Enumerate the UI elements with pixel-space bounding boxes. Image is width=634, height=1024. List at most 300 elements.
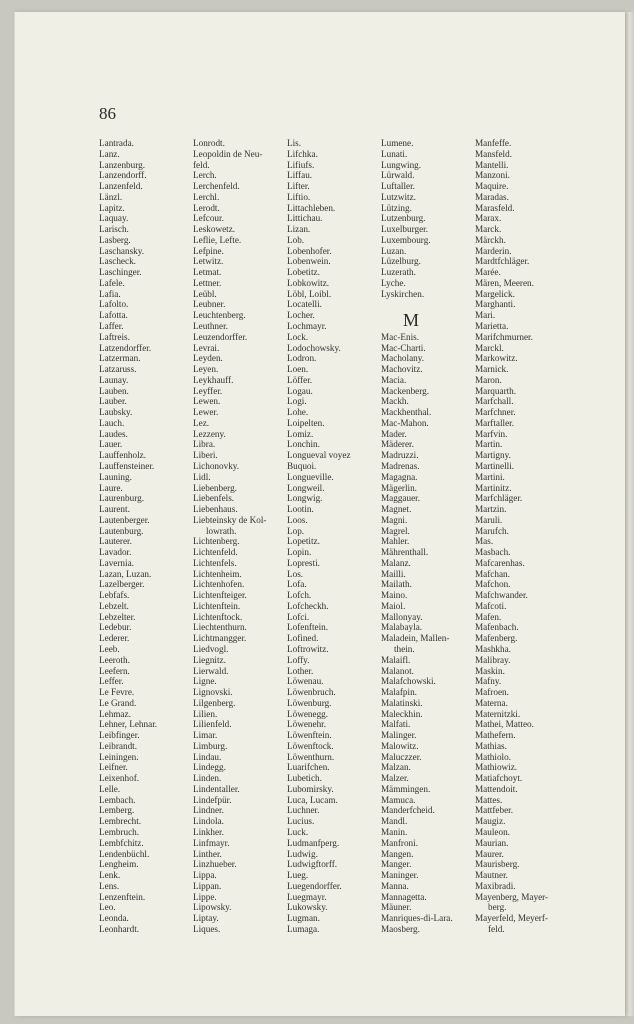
index-entry: Launing. bbox=[99, 471, 132, 482]
index-entry: Leifner. bbox=[99, 762, 128, 773]
index-entry: Malatinski. bbox=[381, 697, 423, 708]
index-entry: Marufch. bbox=[475, 525, 509, 536]
index-entry: Laschinger. bbox=[99, 267, 142, 278]
index-entry: Mafcoti. bbox=[475, 600, 507, 611]
index-entry: Lubetich. bbox=[287, 773, 322, 784]
index-entry: Leübl. bbox=[193, 288, 217, 299]
index-entry: Le Grand. bbox=[99, 697, 137, 708]
index-entry: Liegnitz. bbox=[193, 654, 226, 665]
index-entry: Mathias. bbox=[475, 740, 507, 751]
index-entry: Lofch. bbox=[287, 590, 312, 601]
index-entry: Longweil. bbox=[287, 482, 325, 493]
index-entry: Mantelli. bbox=[475, 159, 509, 170]
index-entry: Maternitzki. bbox=[475, 708, 521, 719]
index-entry: Manfeffe. bbox=[475, 138, 512, 148]
index-entry: Limar. bbox=[193, 730, 218, 741]
index-entry: Mauleon. bbox=[475, 827, 510, 837]
index-entry: Lez. bbox=[193, 417, 210, 428]
index-entry: Loipelten. bbox=[287, 417, 325, 428]
index-entry: Magnet. bbox=[381, 504, 412, 515]
index-entry: Luzan. bbox=[381, 245, 407, 256]
index-entry: Lubomirsky. bbox=[287, 783, 334, 794]
index-entry: Logau. bbox=[287, 385, 313, 396]
index-entry: Linfmayr. bbox=[193, 837, 230, 848]
index-entry: Marfchner. bbox=[475, 407, 516, 418]
index-entry: Lichtenftock. bbox=[193, 611, 243, 622]
index-entry: Ligne. bbox=[193, 676, 217, 687]
index-entry: Lettner. bbox=[193, 277, 222, 288]
index-entry: Machovitz. bbox=[381, 364, 423, 375]
index-entry: Löwenbruch. bbox=[287, 687, 336, 698]
index-entry: Lichtenheim. bbox=[193, 568, 242, 579]
index-entry: Liedvogl. bbox=[193, 643, 229, 654]
index-entry: Manna. bbox=[381, 880, 409, 891]
index-entry: Lascheck. bbox=[99, 256, 136, 267]
index-entry: Luca, Lucam. bbox=[287, 794, 338, 805]
index-entry: Marifchmurner. bbox=[475, 331, 533, 342]
index-entry: Maninger. bbox=[381, 870, 419, 881]
index-entry: Laurent. bbox=[99, 504, 130, 515]
index-entry: Mackh. bbox=[381, 396, 409, 407]
index-entry: Malaifl. bbox=[381, 654, 411, 665]
index-entry: Lobenhofer. bbox=[287, 245, 332, 256]
index-entry: Manfroni. bbox=[381, 837, 418, 848]
index-entry: Luck. bbox=[287, 827, 309, 837]
index-entry: Loftrowitz. bbox=[287, 643, 329, 654]
index-entry: Löwenthurn. bbox=[287, 751, 335, 762]
index-entry: Lukowsky. bbox=[287, 902, 328, 913]
index-entry: Longueville. bbox=[287, 471, 334, 482]
index-entry: Lehner, Lehnar. bbox=[99, 719, 158, 730]
index-entry: Manger. bbox=[381, 859, 412, 870]
index-entry: Lefcour. bbox=[193, 213, 224, 224]
index-entry: Maugiz. bbox=[475, 816, 506, 827]
index-entry: Leuzendorffer. bbox=[193, 331, 248, 342]
index-entry: Lidl. bbox=[193, 471, 211, 482]
index-entry: Mafchwander. bbox=[475, 590, 528, 601]
index-entry: Leibrandt. bbox=[99, 740, 138, 751]
index-entry: Lumene. bbox=[381, 138, 414, 148]
index-entry: Löwenegg. bbox=[287, 708, 329, 719]
index-entry: Margelick. bbox=[475, 288, 515, 299]
index-entry: Mathei, Matteo. bbox=[475, 719, 534, 730]
index-entry: Linther. bbox=[193, 848, 222, 859]
index-entry: Martin. bbox=[475, 439, 503, 450]
index-entry: Mafroen. bbox=[475, 687, 509, 698]
index-entry: Levrai. bbox=[193, 342, 220, 353]
index-entry: Martinitz. bbox=[475, 482, 512, 493]
index-entry: Lippan. bbox=[193, 880, 222, 891]
index-entry: Mathiolo. bbox=[475, 751, 511, 762]
index-entry: Mannagetta. bbox=[381, 891, 427, 902]
index-entry: Leyen. bbox=[193, 364, 219, 375]
index-entry: Mäderer. bbox=[381, 439, 414, 450]
index-entry: Mailli. bbox=[381, 568, 406, 579]
index-entry: Manin. bbox=[381, 827, 408, 838]
index-entry: Lazan, Luzan. bbox=[99, 568, 152, 579]
index-entry: Maurisberg. bbox=[475, 859, 520, 870]
index-entry: Lichtenfeld. bbox=[193, 547, 238, 558]
index-entry: Lobkowitz. bbox=[287, 277, 330, 288]
index-entry: Malinger. bbox=[381, 730, 417, 741]
index-entry: Mac-Enis. bbox=[381, 331, 420, 342]
index-entry: Lichtenfteiger. bbox=[193, 590, 247, 601]
index-entry: Macia. bbox=[381, 374, 407, 385]
index-entry: Lautenburg. bbox=[99, 525, 144, 536]
index-entry: berg. bbox=[488, 902, 507, 913]
index-entry: Leyffer. bbox=[193, 385, 223, 396]
index-entry: Littichau. bbox=[287, 213, 323, 224]
index-entry: Lobetitz. bbox=[287, 267, 320, 278]
index-entry: Luxelburger. bbox=[381, 224, 429, 235]
index-entry: Lonrodt. bbox=[193, 138, 225, 148]
index-entry: Lüzelburg. bbox=[381, 256, 421, 267]
index-entry: Latzerman. bbox=[99, 353, 141, 364]
column-5 bbox=[475, 138, 563, 935]
column-3 bbox=[287, 138, 375, 935]
index-entry: Leonda. bbox=[99, 913, 129, 924]
index-entry: Lemberg. bbox=[99, 805, 135, 816]
index-entry: thein. bbox=[394, 644, 415, 654]
index-entry: Manriques-di-Lara. bbox=[381, 913, 453, 924]
index-entry: Lefpine. bbox=[193, 245, 224, 256]
index-entry: Lunati. bbox=[381, 148, 408, 159]
index-entry: Marckl. bbox=[475, 342, 504, 353]
index-entry: Länzl. bbox=[99, 191, 123, 202]
index-entry: Lindner. bbox=[193, 805, 224, 816]
index-entry: Lelle. bbox=[99, 783, 121, 794]
index-entry: Ludwig. bbox=[287, 848, 318, 859]
index-entry: Lauterer. bbox=[99, 536, 132, 547]
index-entry: Mafchan. bbox=[475, 568, 510, 579]
index-entry: Mari. bbox=[475, 310, 496, 321]
index-entry: Liques. bbox=[193, 923, 221, 934]
index-entry: Malanot. bbox=[381, 665, 414, 676]
index-entry: Marfchall. bbox=[475, 396, 514, 407]
index-entry: Mattes. bbox=[475, 794, 503, 805]
index-entry: Madrenas. bbox=[381, 460, 420, 471]
index-entry: Lautenberger. bbox=[99, 514, 150, 525]
index-entry: Lindegg. bbox=[193, 762, 226, 773]
index-entry: Löwenftock. bbox=[287, 740, 334, 751]
index-entry: Maxibradi. bbox=[475, 880, 516, 891]
index-entry: Mackhenthal. bbox=[381, 407, 432, 418]
index-entry: Latzaruss. bbox=[99, 364, 137, 375]
index-entry: Marfvin. bbox=[475, 428, 508, 439]
index-entry: Leiningen. bbox=[99, 751, 139, 762]
index-entry: Mafenbach. bbox=[475, 622, 519, 633]
index-entry: Lignovski. bbox=[193, 687, 233, 698]
index-entry: Masbach. bbox=[475, 547, 511, 558]
index-entry: Lafotta. bbox=[99, 310, 128, 321]
index-entry: Mangen. bbox=[381, 848, 414, 859]
index-entry: Leonhardt. bbox=[99, 923, 140, 934]
index-entry: Leffer. bbox=[99, 676, 124, 687]
index-entry: Lebfafs. bbox=[99, 590, 130, 601]
index-entry: Mac-Mahon. bbox=[381, 417, 429, 428]
index-entry: Lafele. bbox=[99, 277, 125, 288]
index-entry: Mathiowiz. bbox=[475, 762, 518, 773]
index-entry: Mautner. bbox=[475, 870, 508, 881]
index-entry: Lugman. bbox=[287, 913, 320, 924]
index-entry: Lutzwitz. bbox=[381, 191, 416, 202]
index-entry: Luarifchen. bbox=[287, 762, 330, 773]
index-entry: Liffau. bbox=[287, 170, 313, 181]
index-entry: Leeroth. bbox=[99, 654, 130, 665]
index-entry: Malibray. bbox=[475, 654, 511, 665]
index-entry: Lodochowsky. bbox=[287, 342, 341, 353]
index-entry: Lewen. bbox=[193, 396, 221, 407]
index-entry: Leo. bbox=[99, 902, 116, 913]
index-entry: Luegendorffer. bbox=[287, 880, 342, 891]
index-entry: Magni. bbox=[381, 514, 408, 525]
index-entry: Littachleben. bbox=[287, 202, 336, 213]
index-entry: Lauber. bbox=[99, 396, 127, 407]
index-entry: Lebzelter. bbox=[99, 611, 136, 622]
index-entry: Lifiufs. bbox=[287, 159, 315, 170]
index-entry: Laure. bbox=[99, 482, 123, 493]
index-entry: Loos. bbox=[287, 514, 308, 525]
index-entry: Malanz. bbox=[381, 557, 411, 568]
index-entry: Liebteinsky de Kol- bbox=[193, 514, 267, 525]
index-entry: Lauffenholz. bbox=[99, 450, 147, 461]
index-entry: Luzerath. bbox=[381, 267, 416, 278]
index-entry: Mac-Charti. bbox=[381, 342, 426, 353]
index-entry: Leixenhof. bbox=[99, 773, 140, 784]
name-index-columns bbox=[99, 138, 569, 935]
index-entry: Liptay. bbox=[193, 913, 219, 924]
index-entry: Lerchl. bbox=[193, 191, 220, 202]
index-entry: Lofcheckh. bbox=[287, 600, 329, 611]
index-entry: Lifter. bbox=[287, 181, 310, 192]
index-entry: Lobenwein. bbox=[287, 256, 331, 267]
index-entry: Lyche. bbox=[381, 277, 406, 288]
index-entry: Leibfinger. bbox=[99, 730, 140, 741]
index-entry: Lenk. bbox=[99, 870, 121, 881]
index-entry: Longueval voyez bbox=[287, 450, 351, 461]
index-entry: Maiol. bbox=[381, 600, 406, 611]
index-entry: Lerch. bbox=[193, 170, 217, 181]
index-entry: Longwig. bbox=[287, 493, 323, 504]
index-entry: Lutzenburg. bbox=[381, 213, 426, 224]
index-entry: Mathefern. bbox=[475, 730, 516, 741]
index-entry: Mallonyay. bbox=[381, 611, 423, 622]
index-entry: Martzin. bbox=[475, 504, 507, 515]
index-entry: Marghanti. bbox=[475, 299, 516, 310]
index-entry: Mafen. bbox=[475, 611, 502, 622]
index-entry: Lewer. bbox=[193, 407, 219, 418]
index-entry: Maskin. bbox=[475, 665, 505, 676]
index-entry: Laudes. bbox=[99, 428, 128, 439]
index-entry: Mas. bbox=[475, 536, 494, 547]
index-entry: Maladein, Mallen- bbox=[381, 633, 450, 644]
index-entry: Marnick. bbox=[475, 364, 509, 375]
index-entry: Lueg. bbox=[287, 870, 309, 881]
index-entry: Leopoldin de Neu- bbox=[193, 148, 263, 159]
index-entry: Mafny. bbox=[475, 676, 502, 687]
column-1 bbox=[99, 138, 187, 935]
index-entry: Liftio. bbox=[287, 191, 311, 202]
index-entry: Lauben. bbox=[99, 385, 129, 396]
index-entry: Mashkha. bbox=[475, 643, 511, 654]
index-entry: Lofined. bbox=[287, 633, 319, 644]
index-entry: Lofenftein. bbox=[287, 622, 329, 633]
index-entry: Löbl, Loibl. bbox=[287, 288, 332, 299]
index-entry: Mardtfchläger. bbox=[475, 256, 530, 267]
index-entry: Lopresti. bbox=[287, 557, 320, 568]
index-entry: Lanz. bbox=[99, 148, 120, 159]
index-entry: Buquoi. bbox=[287, 460, 317, 471]
index-entry: Mader. bbox=[381, 428, 407, 439]
index-entry: Lis. bbox=[287, 138, 302, 148]
index-entry bbox=[381, 299, 469, 310]
index-entry: Maggauer. bbox=[381, 493, 421, 504]
index-entry: Lanzendorff. bbox=[99, 170, 147, 181]
index-entry: Larisch. bbox=[99, 224, 129, 235]
index-entry: Lembach. bbox=[99, 794, 136, 805]
index-entry: Ludwigftorff. bbox=[287, 859, 338, 870]
index-entry: Lomiz. bbox=[287, 428, 314, 439]
index-entry: Marderin. bbox=[475, 245, 512, 256]
index-entry: Leykhauff. bbox=[193, 374, 234, 385]
index-entry: Lonchin. bbox=[287, 439, 320, 450]
index-entry: Marietta. bbox=[475, 321, 509, 332]
index-entry: Liechtenthurn. bbox=[193, 622, 247, 633]
index-entry: Mayerfeld, Meyerf- bbox=[475, 913, 548, 924]
index-entry: Maradas. bbox=[475, 191, 509, 202]
index-entry: Märckh. bbox=[475, 234, 506, 245]
index-entry: Lippa. bbox=[193, 870, 217, 881]
index-entry: Lembfchitz. bbox=[99, 837, 144, 848]
index-entry: Mären, Meeren. bbox=[475, 277, 534, 288]
index-entry: Manderfcheid. bbox=[381, 805, 435, 816]
index-entry: Lantrada. bbox=[99, 138, 134, 148]
index-entry: Mamuca. bbox=[381, 794, 416, 805]
index-entry: Mämmingen. bbox=[381, 783, 431, 794]
index-entry: Manzoni. bbox=[475, 170, 510, 181]
index-entry: Lochmayr. bbox=[287, 321, 327, 332]
index-entry: Linden. bbox=[193, 773, 222, 784]
index-entry: Martini. bbox=[475, 471, 505, 482]
index-entry: Löwenftein. bbox=[287, 730, 332, 741]
index-entry: Liebenhaus. bbox=[193, 504, 238, 515]
index-entry: Leuchtenberg. bbox=[193, 310, 246, 321]
index-entry: Laurenburg. bbox=[99, 493, 144, 504]
index-entry: Lichtenfels. bbox=[193, 557, 237, 568]
index-entry: Lob. bbox=[287, 234, 305, 245]
index-entry: Laschansky. bbox=[99, 245, 145, 256]
index-entry: Lauer. bbox=[99, 439, 123, 450]
index-entry: Martigny. bbox=[475, 450, 511, 461]
index-entry: Lehmaz. bbox=[99, 708, 131, 719]
index-entry: Leskowetz. bbox=[193, 224, 236, 235]
index-entry: Lucius. bbox=[287, 816, 315, 827]
index-entry: Locatelli. bbox=[287, 299, 322, 310]
index-entry: Laffer. bbox=[99, 321, 124, 332]
index-entry: Laftreis. bbox=[99, 331, 130, 342]
index-entry: Leefern. bbox=[99, 665, 130, 676]
index-entry: Lavador. bbox=[99, 547, 132, 558]
index-entry: feld. bbox=[193, 159, 210, 170]
index-entry: Martinelli. bbox=[475, 460, 515, 471]
index-entry: Lapitz. bbox=[99, 202, 125, 213]
index-entry: Lilgenberg. bbox=[193, 697, 236, 708]
index-entry: Mailath. bbox=[381, 579, 412, 590]
index-entry: Launay. bbox=[99, 374, 129, 385]
index-entry: Mahler. bbox=[381, 536, 410, 547]
index-entry: Lichonovky. bbox=[193, 460, 240, 471]
index-entry: Liberi. bbox=[193, 450, 218, 461]
index-entry: Lembrecht. bbox=[99, 816, 142, 827]
index-entry: Lauffensteiner. bbox=[99, 460, 155, 471]
index-entry: Lavernia. bbox=[99, 557, 134, 568]
index-entry: Magrel. bbox=[381, 525, 410, 536]
index-entry: Markowitz. bbox=[475, 353, 518, 364]
index-entry: Lop. bbox=[287, 525, 305, 536]
index-entry: Marck. bbox=[475, 224, 502, 235]
index-entry: Maurian. bbox=[475, 837, 509, 848]
index-entry: Lofa. bbox=[287, 579, 307, 590]
index-entry: Lasberg. bbox=[99, 234, 131, 245]
index-entry: Maquire. bbox=[475, 181, 509, 192]
index-entry: Madruzzi. bbox=[381, 450, 419, 461]
index-entry: Luxembourg. bbox=[381, 234, 431, 245]
index-entry: Lafolto. bbox=[99, 299, 129, 310]
index-entry: Laquay. bbox=[99, 213, 129, 224]
index-entry: Lopin. bbox=[287, 547, 312, 558]
index-entry: Lazelberger. bbox=[99, 579, 145, 590]
index-entry: Lindola. bbox=[193, 816, 224, 827]
index-entry: Löffer. bbox=[287, 374, 313, 385]
index-entry: Loen. bbox=[287, 364, 309, 375]
index-entry: Lezzeny. bbox=[193, 428, 226, 439]
index-entry: Lierwald. bbox=[193, 665, 229, 676]
index-entry: Löwenau. bbox=[287, 676, 324, 687]
column-4 bbox=[381, 138, 469, 935]
index-entry: Letmat. bbox=[193, 267, 222, 278]
index-entry: Mäuner. bbox=[381, 902, 412, 913]
section-letter: M bbox=[402, 310, 419, 331]
index-entry: Ledebur. bbox=[99, 622, 132, 633]
index-entry: Maino. bbox=[381, 590, 408, 601]
index-entry: Marquarth. bbox=[475, 385, 517, 396]
index-entry: Maruli. bbox=[475, 514, 503, 525]
index-entry: Lilien. bbox=[193, 708, 218, 719]
index-entry: Luchner. bbox=[287, 805, 320, 816]
index-entry: Lerodt. bbox=[193, 202, 220, 213]
index-entry: feld. bbox=[488, 923, 505, 934]
index-entry: Lederer. bbox=[99, 633, 130, 644]
index-entry: Linzhueber. bbox=[193, 859, 237, 870]
index-entry: Malzer. bbox=[381, 773, 409, 784]
index-entry: Marfchläger. bbox=[475, 493, 523, 504]
index-entry: Luftaller. bbox=[381, 181, 415, 192]
index-entry: Löwenehr. bbox=[287, 719, 327, 730]
index-entry: Mägerlin. bbox=[381, 482, 417, 493]
index-entry: Liebenfels. bbox=[193, 493, 235, 504]
index-entry: Mandl. bbox=[381, 816, 408, 827]
index-entry: Malzan. bbox=[381, 762, 411, 773]
index-entry: Lother. bbox=[287, 665, 314, 676]
index-entry: Luegmayr. bbox=[287, 891, 327, 902]
index-entry: Mafcarenhas. bbox=[475, 557, 525, 568]
index-entry: Lindau. bbox=[193, 751, 222, 762]
index-entry: Latzendorffer. bbox=[99, 342, 152, 353]
index-entry: Materna. bbox=[475, 697, 508, 708]
index-entry: Lebzelt. bbox=[99, 600, 129, 611]
index-entry: Malabayla. bbox=[381, 622, 423, 633]
index-entry: Lichtmangger. bbox=[193, 633, 247, 644]
